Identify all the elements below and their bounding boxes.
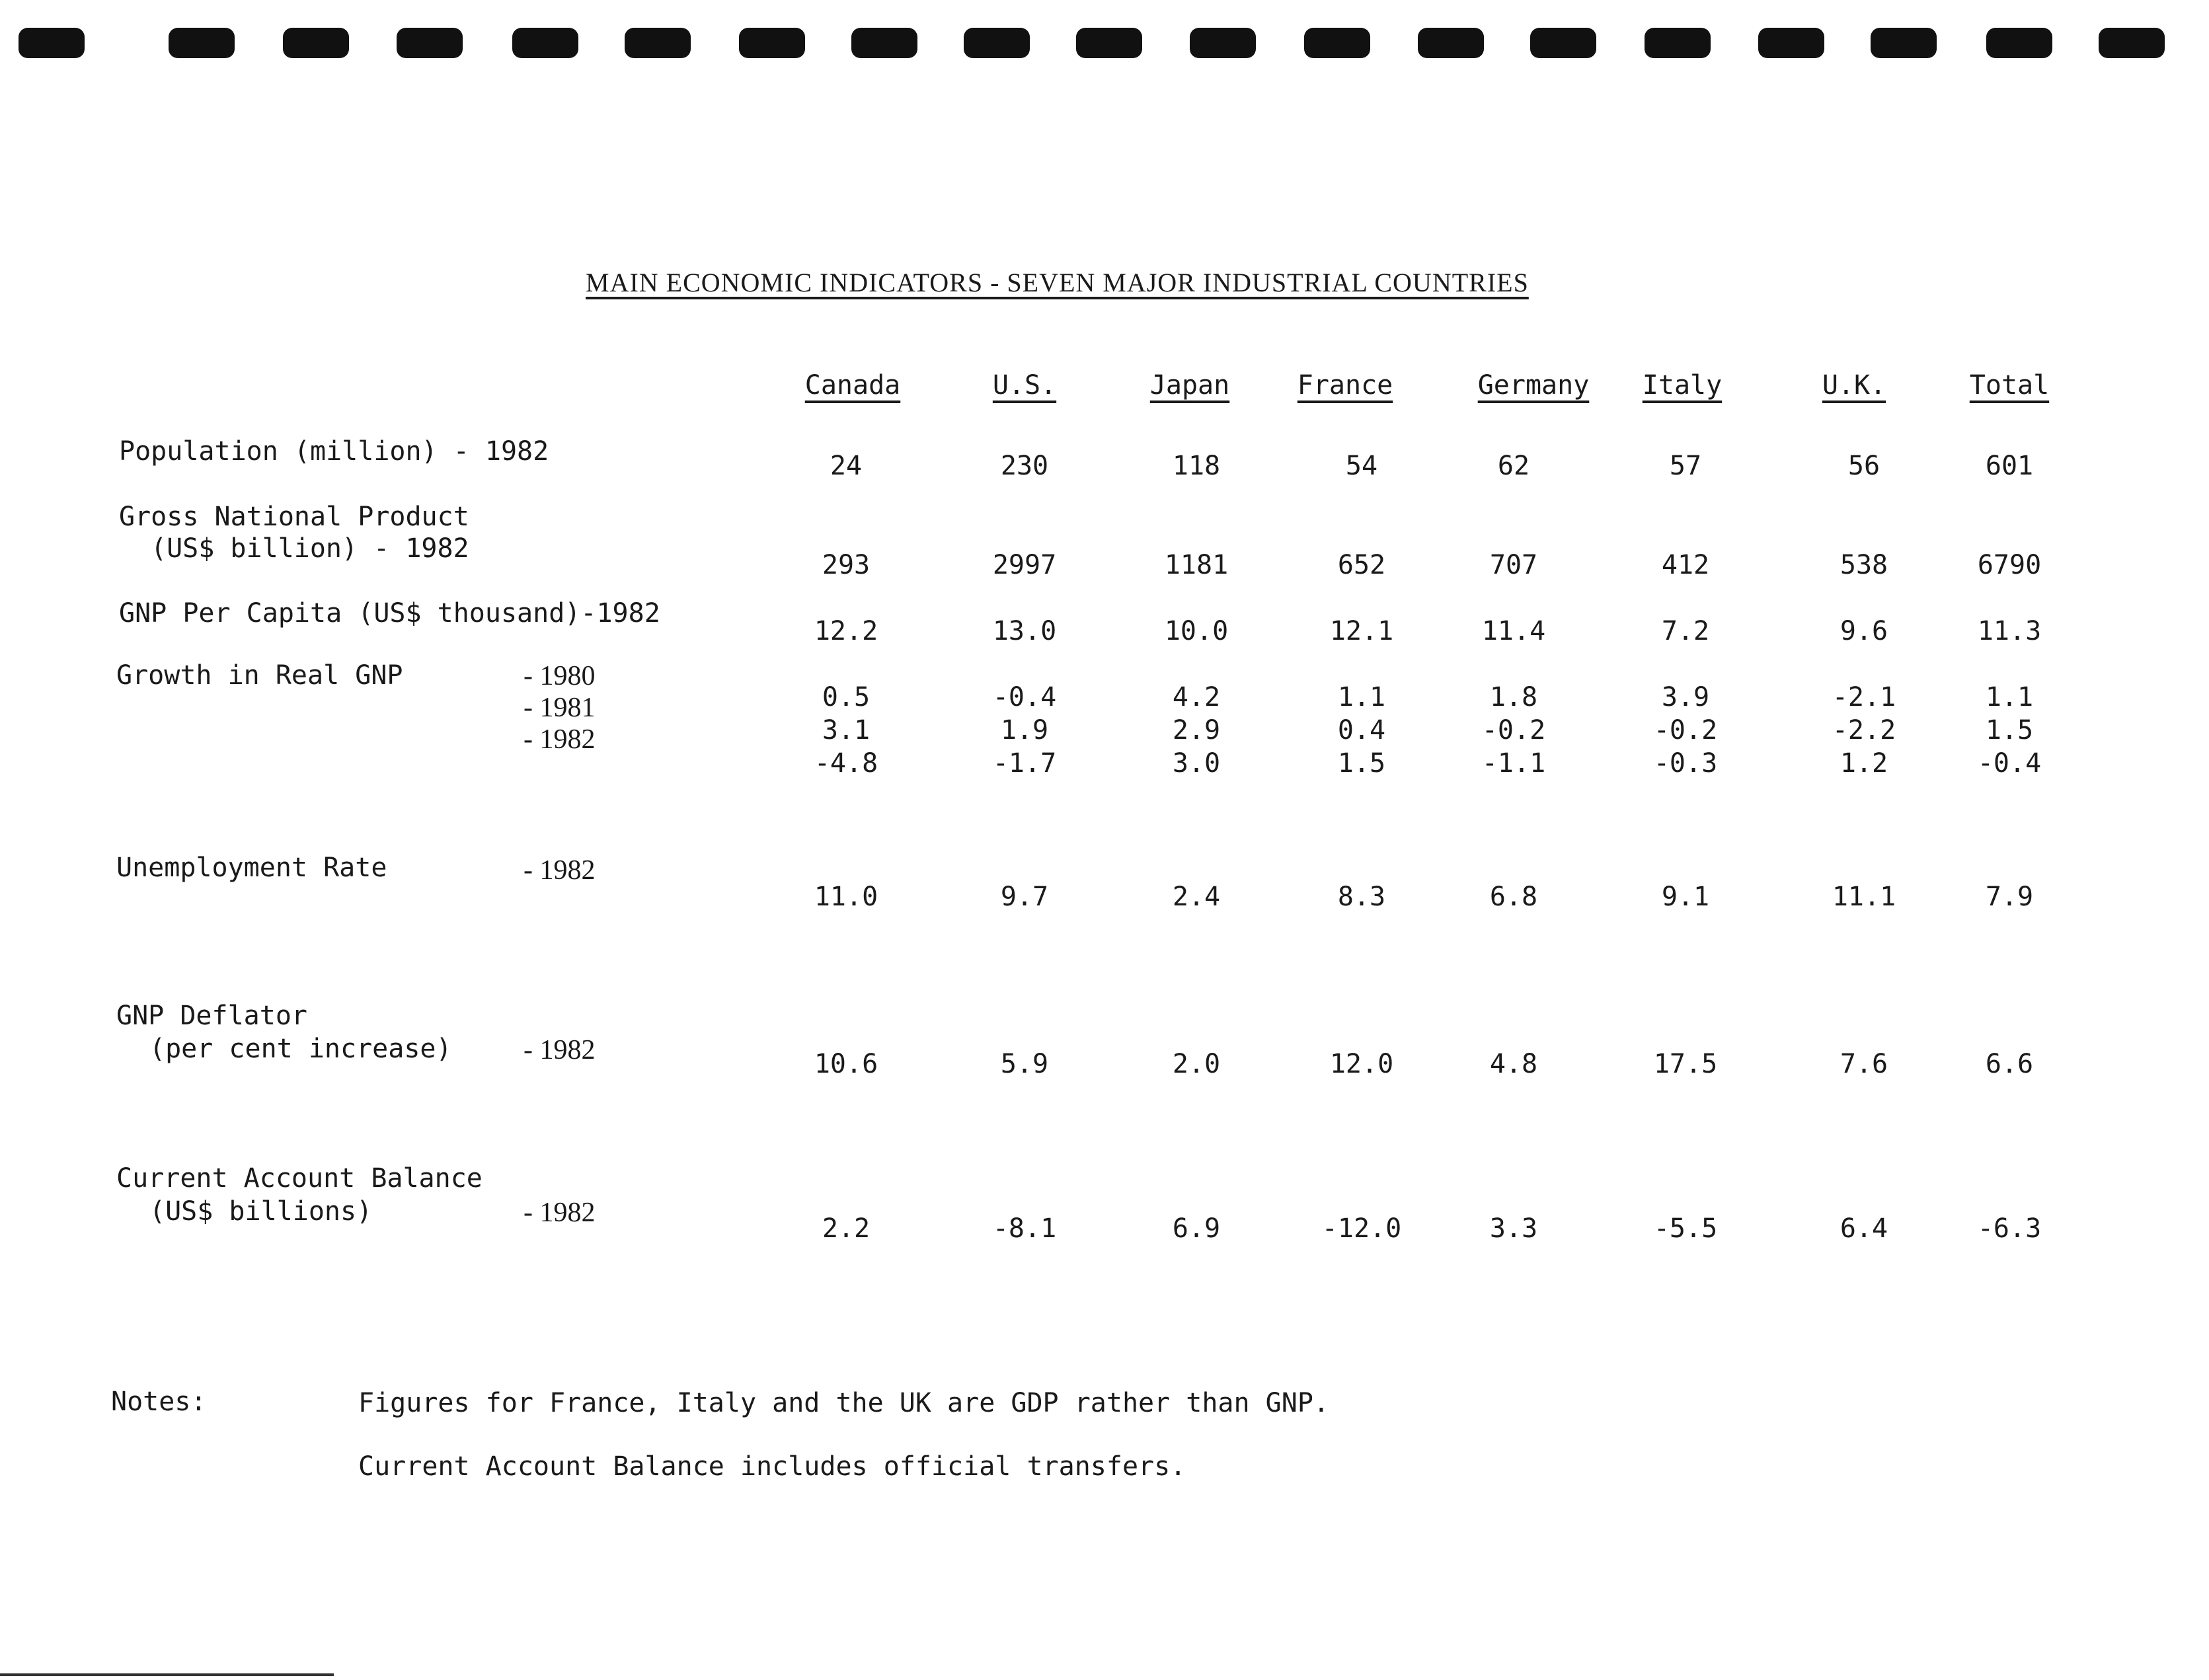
row-label-deflator-unit: (per cent increase): [149, 1034, 452, 1064]
cell-current-account: -12.0: [1321, 1213, 1402, 1244]
cell-deflator: 6.6: [1985, 1049, 2034, 1079]
column-header-france: France: [1297, 370, 1393, 401]
cell-deflator: 2.0: [1172, 1049, 1221, 1079]
cell-growth-1981: 3.1: [822, 715, 871, 745]
row-label-growth: Growth in Real GNP: [116, 660, 403, 691]
row-year-growth-1982: - 1982: [523, 724, 596, 755]
cell-gnp: 707: [1489, 550, 1538, 580]
row-label-current-account-unit: (US$ billions): [149, 1196, 373, 1227]
cell-gnp: 2997: [992, 550, 1057, 580]
cell-deflator: 5.9: [1000, 1049, 1049, 1079]
row-year-deflator: - 1982: [523, 1035, 596, 1065]
binder-hole: [1986, 28, 2052, 58]
bottom-rule: [0, 1673, 334, 1676]
row-year-growth-1981: - 1981: [523, 693, 596, 723]
cell-current-account: -6.3: [1977, 1213, 2042, 1244]
cell-unemployment: 8.3: [1337, 882, 1386, 912]
cell-growth-1982: 3.0: [1172, 748, 1221, 779]
cell-growth-1982: -4.8: [814, 748, 878, 779]
binder-hole: [739, 28, 805, 58]
cell-gnp: 6790: [1977, 550, 2042, 580]
cell-growth-1980: 1.1: [1337, 682, 1386, 712]
cell-population: 601: [1985, 451, 2034, 481]
column-header-italy: Italy: [1642, 370, 1723, 401]
cell-unemployment: 7.9: [1985, 882, 2034, 912]
cell-growth-1981: -0.2: [1481, 715, 1546, 745]
cell-deflator: 10.6: [814, 1049, 878, 1079]
row-label-gnp-unit: (US$ billion) - 1982: [151, 533, 469, 564]
cell-current-account: -5.5: [1653, 1213, 1718, 1244]
cell-growth-1981: 1.9: [1000, 715, 1049, 745]
cell-growth-1982: -0.4: [1977, 748, 2042, 779]
cell-population: 118: [1172, 451, 1221, 481]
cell-growth-1980: 4.2: [1172, 682, 1221, 712]
page-title: MAIN ECONOMIC INDICATORS - SEVEN MAJOR INDUSTRIAL COUNTRIES: [586, 268, 1529, 297]
row-year-current-account: - 1982: [523, 1198, 596, 1228]
row-label-population: Population (million) - 1982: [119, 436, 549, 467]
cell-unemployment: 9.7: [1000, 882, 1049, 912]
cell-gnp: 652: [1337, 550, 1386, 580]
cell-unemployment: 11.1: [1832, 882, 1896, 912]
binder-hole: [964, 28, 1030, 58]
row-label-deflator: GNP Deflator: [116, 1001, 307, 1031]
cell-unemployment: 11.0: [814, 882, 878, 912]
note-line-1: Figures for France, Italy and the UK are GDP rather than GNP.: [358, 1388, 1330, 1418]
cell-growth-1981: 1.5: [1985, 715, 2034, 745]
binder-hole: [19, 28, 85, 58]
cell-growth-1982: -1.7: [992, 748, 1057, 779]
column-header-total: Total: [1969, 370, 2050, 401]
column-header-japan: Japan: [1149, 370, 1230, 401]
cell-current-account: 3.3: [1489, 1213, 1538, 1244]
cell-growth-1980: 1.8: [1489, 682, 1538, 712]
column-header-canada: Canada: [804, 370, 901, 401]
cell-growth-1982: -0.3: [1653, 748, 1718, 779]
cell-current-account: 2.2: [822, 1213, 871, 1244]
notes-heading: Notes:: [111, 1387, 207, 1417]
column-header-germany: Germany: [1477, 370, 1590, 401]
column-header-uk: U.K.: [1822, 370, 1886, 401]
binder-hole: [169, 28, 235, 58]
cell-gnp-per-capita: 10.0: [1164, 616, 1229, 646]
binder-hole: [512, 28, 578, 58]
cell-growth-1980: 0.5: [822, 682, 871, 712]
cell-population: 57: [1669, 451, 1702, 481]
binder-hole: [1418, 28, 1484, 58]
binder-hole: [397, 28, 463, 58]
row-year-growth-1980: - 1980: [523, 661, 596, 691]
binder-hole: [1530, 28, 1596, 58]
binder-hole: [851, 28, 917, 58]
binder-hole: [1871, 28, 1937, 58]
cell-growth-1981: -2.2: [1832, 715, 1896, 745]
cell-gnp: 1181: [1164, 550, 1229, 580]
cell-gnp-per-capita: 12.2: [814, 616, 878, 646]
cell-current-account: -8.1: [992, 1213, 1057, 1244]
cell-growth-1981: -0.2: [1653, 715, 1718, 745]
binder-hole: [1076, 28, 1142, 58]
cell-unemployment: 2.4: [1172, 882, 1221, 912]
cell-gnp: 538: [1840, 550, 1888, 580]
cell-population: 230: [1000, 451, 1049, 481]
row-year-unemployment: - 1982: [523, 855, 596, 886]
cell-gnp-per-capita: 11.4: [1481, 616, 1546, 646]
cell-gnp: 293: [822, 550, 871, 580]
cell-growth-1981: 2.9: [1172, 715, 1221, 745]
cell-gnp-per-capita: 9.6: [1840, 616, 1888, 646]
cell-unemployment: 9.1: [1661, 882, 1710, 912]
cell-unemployment: 6.8: [1489, 882, 1538, 912]
cell-population: 24: [830, 451, 863, 481]
cell-growth-1980: -0.4: [992, 682, 1057, 712]
cell-gnp-per-capita: 13.0: [992, 616, 1057, 646]
binder-hole: [283, 28, 349, 58]
cell-deflator: 12.0: [1329, 1049, 1394, 1079]
row-label-gnp-per-capita: GNP Per Capita (US$ thousand)-1982: [119, 598, 660, 629]
cell-growth-1982: -1.1: [1481, 748, 1546, 779]
binder-hole: [1645, 28, 1711, 58]
cell-growth-1981: 0.4: [1337, 715, 1386, 745]
cell-gnp-per-capita: 7.2: [1661, 616, 1710, 646]
binder-hole: [1304, 28, 1370, 58]
binder-holes: [0, 28, 2209, 65]
cell-growth-1980: 3.9: [1661, 682, 1710, 712]
cell-deflator: 4.8: [1489, 1049, 1538, 1079]
cell-population: 54: [1345, 451, 1378, 481]
binder-hole: [625, 28, 691, 58]
column-header-us: U.S.: [992, 370, 1057, 401]
cell-population: 62: [1497, 451, 1530, 481]
note-line-2: Current Account Balance includes official transfers.: [358, 1451, 1186, 1482]
cell-gnp-per-capita: 12.1: [1329, 616, 1394, 646]
binder-hole: [1190, 28, 1256, 58]
row-label-current-account: Current Account Balance: [116, 1163, 483, 1194]
cell-current-account: 6.4: [1840, 1213, 1888, 1244]
cell-deflator: 17.5: [1653, 1049, 1718, 1079]
binder-hole: [2099, 28, 2165, 58]
cell-deflator: 7.6: [1840, 1049, 1888, 1079]
row-label-gnp: Gross National Product: [119, 502, 469, 532]
cell-gnp-per-capita: 11.3: [1977, 616, 2042, 646]
cell-current-account: 6.9: [1172, 1213, 1221, 1244]
cell-growth-1980: -2.1: [1832, 682, 1896, 712]
cell-growth-1982: 1.5: [1337, 748, 1386, 779]
cell-growth-1982: 1.2: [1840, 748, 1888, 779]
cell-population: 56: [1847, 451, 1880, 481]
cell-growth-1980: 1.1: [1985, 682, 2034, 712]
row-label-unemployment: Unemployment Rate: [116, 853, 387, 883]
binder-hole: [1758, 28, 1824, 58]
cell-gnp: 412: [1661, 550, 1710, 580]
